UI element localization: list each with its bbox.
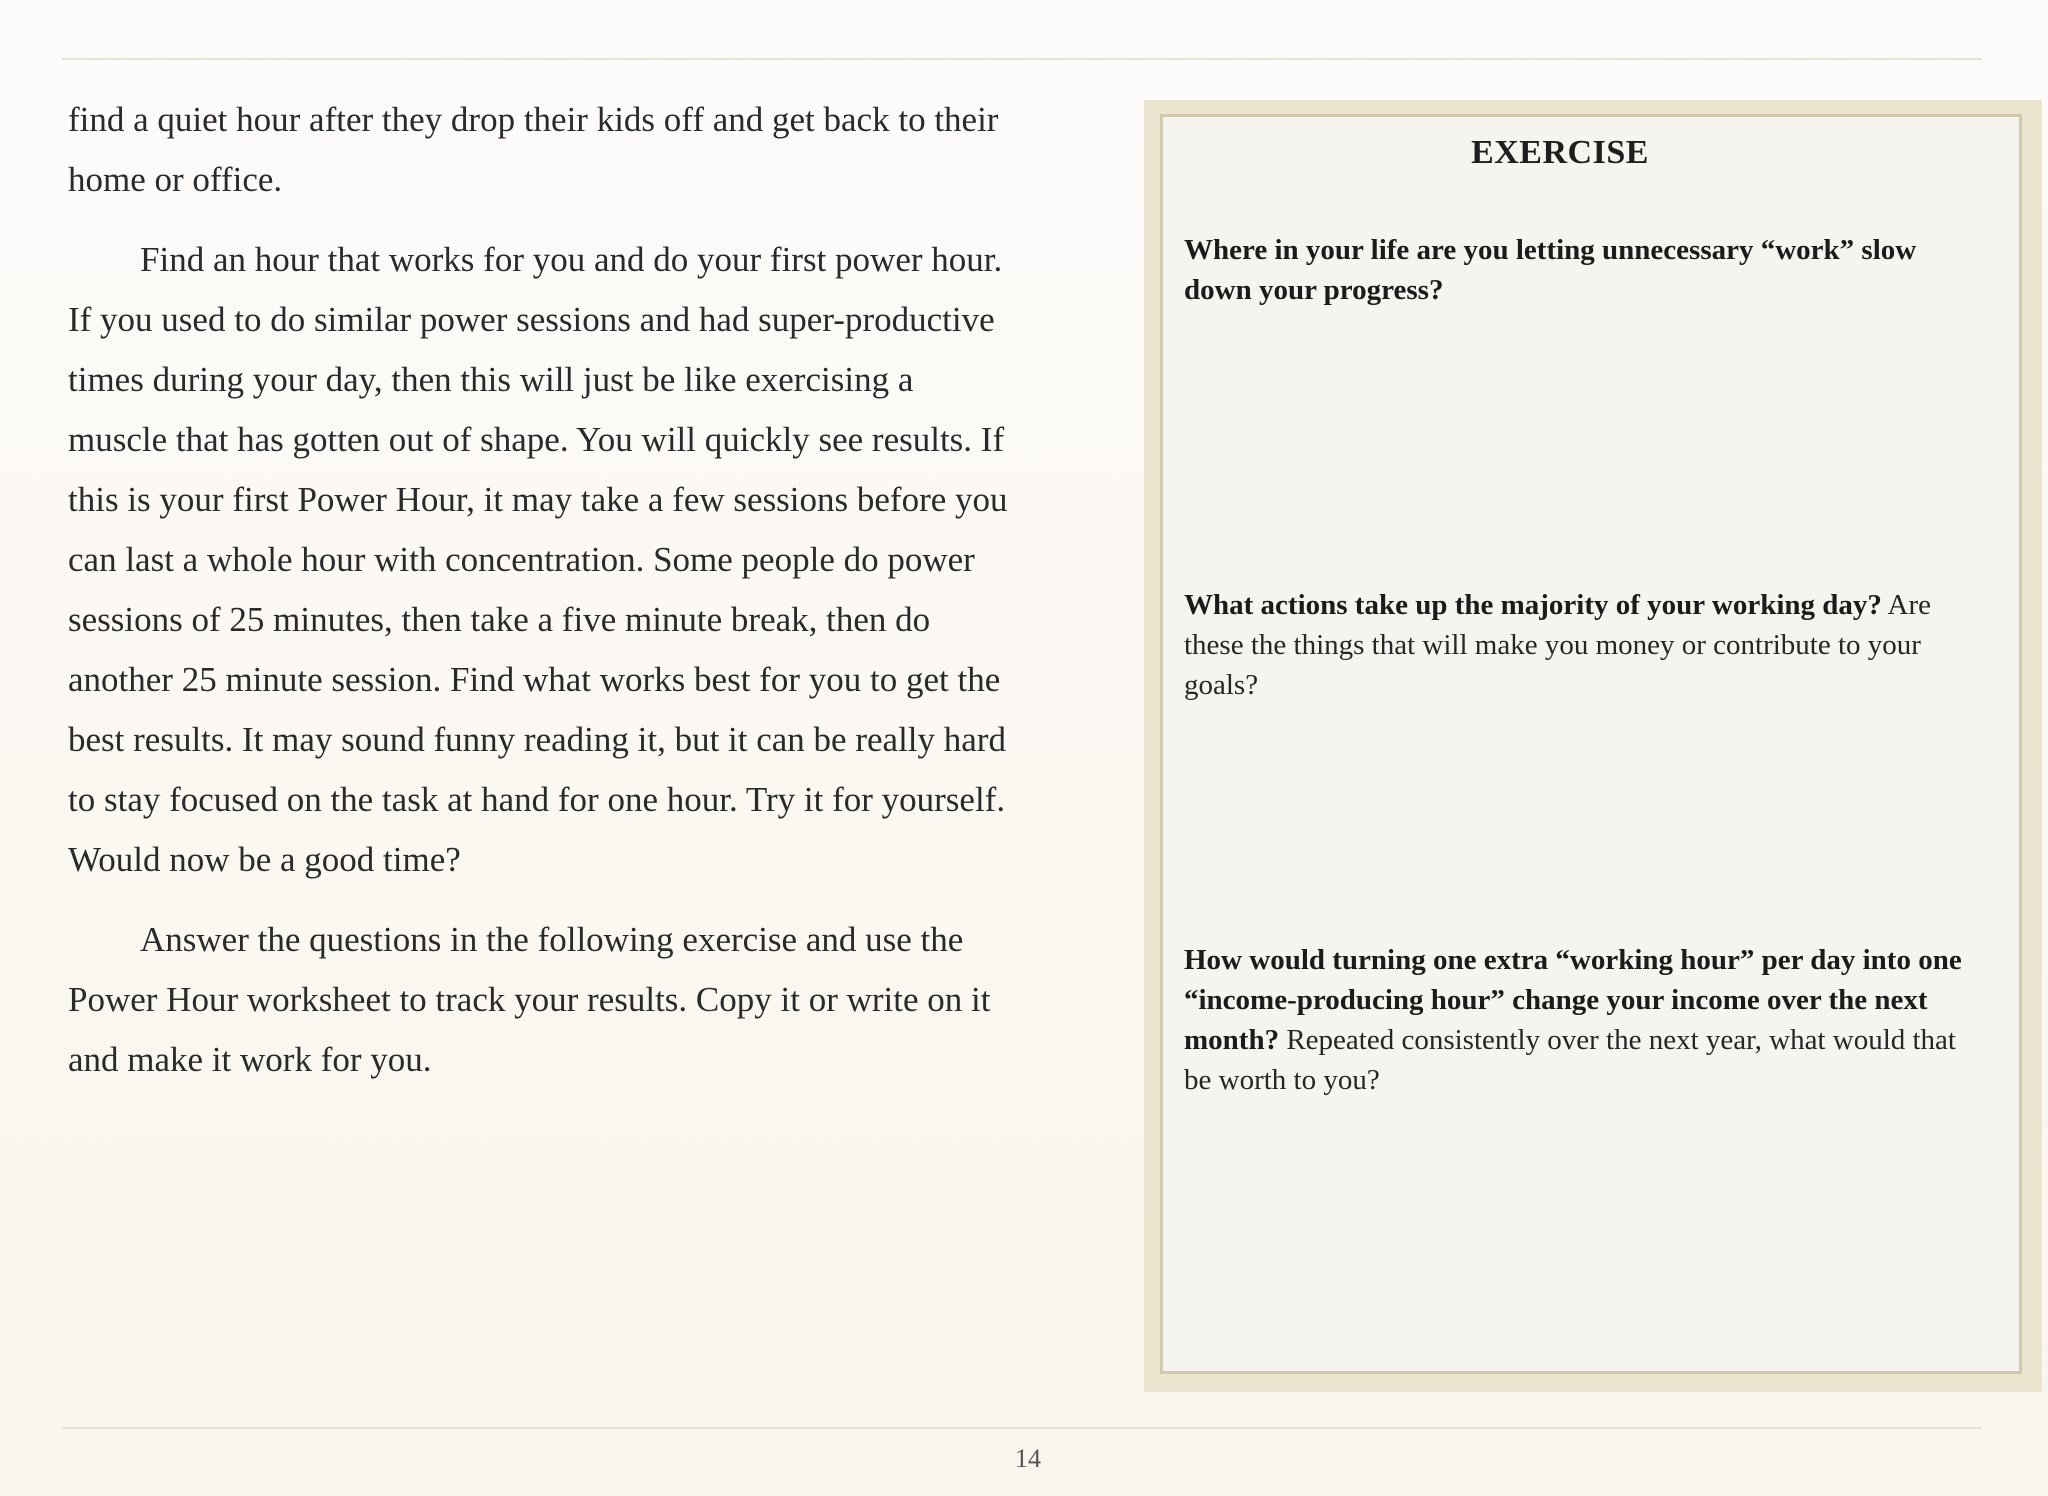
page-number: 14 (1015, 1444, 1041, 1473)
exercise-title: EXERCISE (1471, 134, 1649, 171)
exercise-question-1 (1184, 230, 1964, 310)
body-paragraph-1: find a quiet hour after they drop their kids off and get back to their home or office. (68, 100, 999, 199)
bottom-divider (62, 1427, 1982, 1429)
body-text-column (68, 90, 1008, 1110)
exercise-question-3 (1184, 940, 1964, 1100)
question-3-text: Repeated consistently over the next year, what would that be worth to you? (1184, 1024, 1956, 1096)
exercise-question-2 (1184, 585, 1964, 705)
question-3-bold-text: How would turning one extra “working hour” per day into one “income-producing hour” change your income over the next month? (1184, 944, 1962, 1056)
body-paragraph-2: Find an hour that works for you and do your first power hour. If you used to do similar power sessions and had super-productive times during your day, then this will just be like exercising a muscle that has gotten out of shape. You will quickly see results. If this is your first Power Hour, it may take a few sessions before you can last a whole hour with concentration. Some people do power sessions of 25 minutes, then take a five minute break, then do another 25 minute session. Find what works best for you to get the best results. It may sound funny reading it, but it can be really hard to stay focused on the task at hand for one hour. Try it for yourself. Would now be a good time? (68, 240, 1008, 879)
question-2-text: Are these the things that will make you money or contribute to your goals? (1184, 589, 1932, 701)
question-1-bold-text: Where in your life are you letting unnecessary “work” slow down your progress? (1184, 234, 1917, 306)
top-divider (62, 58, 1982, 60)
question-2-bold-text: What actions take up the majority of your working day? (1184, 589, 1882, 621)
body-paragraph-3: Answer the questions in the following exercise and use the Power Hour worksheet to track your results. Copy it or write on it and make it work for you. (68, 920, 991, 1079)
